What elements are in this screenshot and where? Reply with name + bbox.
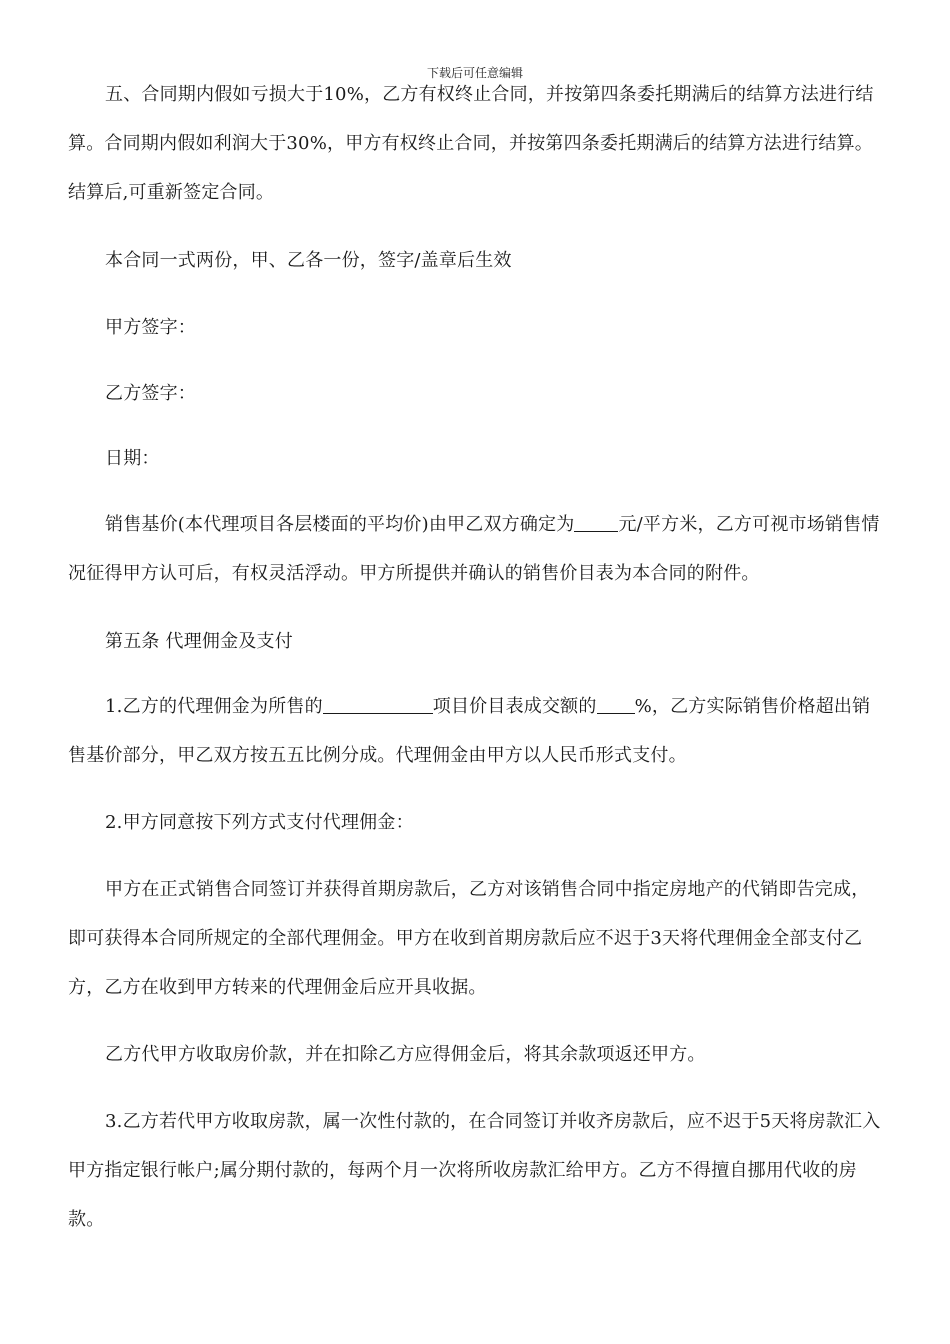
paragraph-commission-rate xyxy=(68,682,884,780)
paragraph-remittance: 3.乙方若代甲方收取房款，属一次性付款的，在合同签订并收齐房款后，应不迟于5天将房款汇入甲方指定银行帐户;属分期付款的，每两个月一次将所收房款汇给甲方。乙方不得擅自挪用代收的房款。 xyxy=(68,1111,881,1230)
commission-text-end: %，乙方实际销售价格超出销售基价部分，甲乙双方按五五比例分成。代理佣金由甲方以人民币形式支付。 xyxy=(68,696,871,766)
paragraph-payment-method: 2.甲方同意按下列方式支付代理佣金： xyxy=(105,812,414,833)
price-blank xyxy=(574,511,618,532)
percent-blank xyxy=(597,693,635,714)
commission-text-mid: 项目价目表成交额的 xyxy=(432,696,597,717)
paragraph-collection: 乙方代甲方收取房价款，并在扣除乙方应得佣金后，将其余款项返还甲方。 xyxy=(105,1044,706,1065)
base-price-text-start: 销售基价(本代理项目各层楼面的平均价)由甲乙双方确定为 xyxy=(105,514,575,535)
project-blank xyxy=(323,693,433,714)
commission-text-start: 1.乙方的代理佣金为所售的 xyxy=(105,696,323,717)
paragraph-base-price xyxy=(68,500,884,598)
paragraph-termination: 五、合同期内假如亏损大于10%，乙方有权终止合同，并按第四条委托期满后的结算方法进行结算。合同期内假如利润大于30%，甲方有权终止合同，并按第四条委托期满后的结算方法进行结算。结算后,可重新签定合同。 xyxy=(68,84,874,203)
date-label: 日期： xyxy=(105,448,160,469)
party-b-signature-label: 乙方签字： xyxy=(105,383,196,404)
section-heading-commission: 第五条 代理佣金及支付 xyxy=(105,631,293,652)
paragraph-copies: 本合同一式两份，甲、乙各一份，签字/盖章后生效 xyxy=(105,250,512,271)
header-note: 下载后可任意编辑 xyxy=(426,66,523,80)
base-price-text-end: 元/平方米，乙方可视市场销售情况征得甲方认可后，有权灵活浮动。甲方所提供并确认的销售价目表为本合同的附件。 xyxy=(68,514,880,584)
paragraph-payment-detail: 甲方在正式销售合同签订并获得首期房款后，乙方对该销售合同中指定房地产的代销即告完成，即可获得本合同所规定的全部代理佣金。甲方在收到首期房款后应不迟于3天将代理佣金全部支付乙方，乙方在收到甲方转来的代理佣金后应开具收据。 xyxy=(68,879,870,998)
party-a-signature-label: 甲方签字： xyxy=(105,317,196,338)
